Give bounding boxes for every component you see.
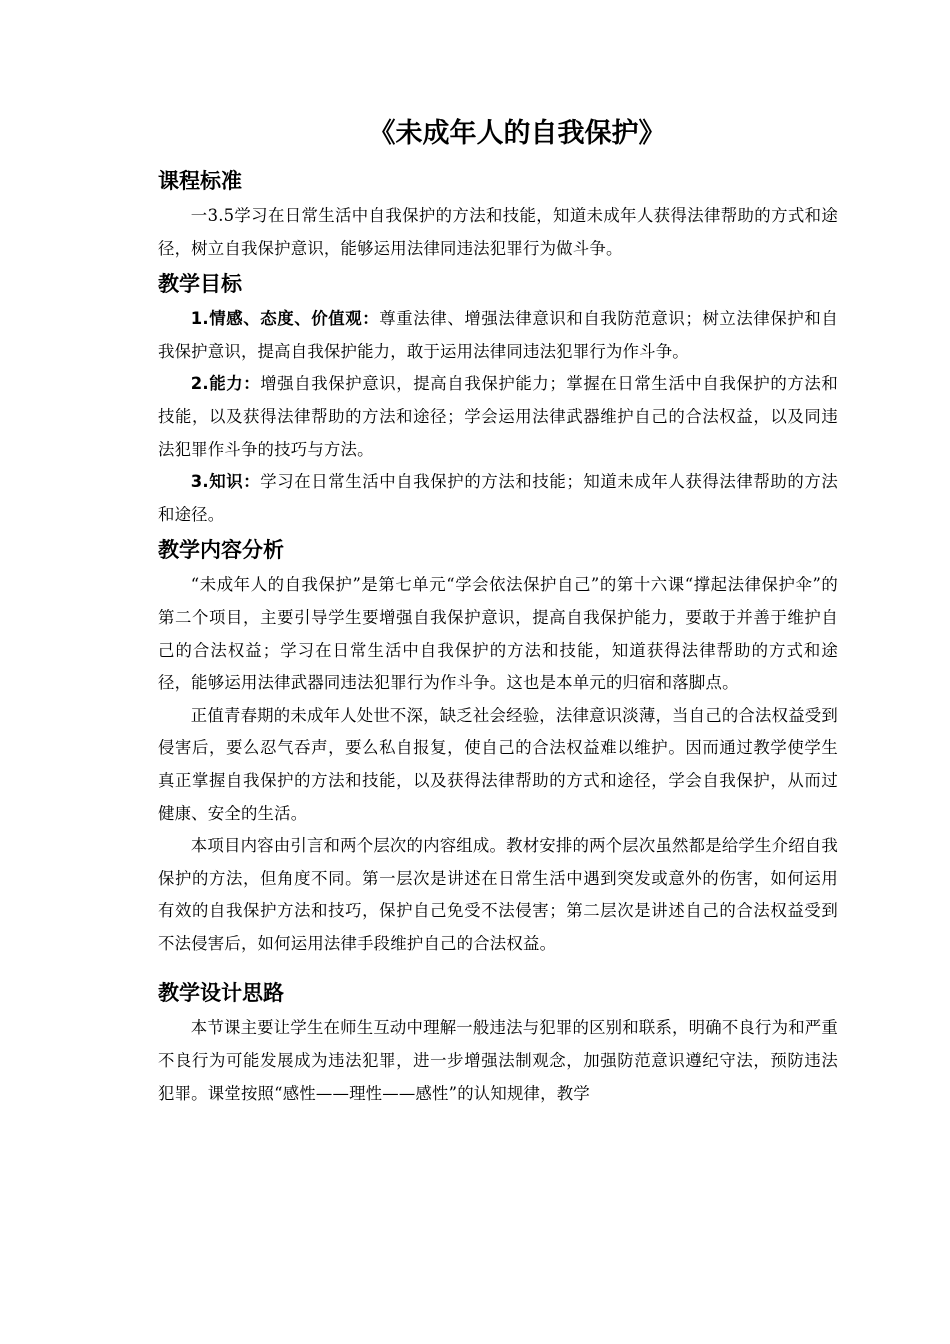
analysis-paragraph-3: 本项目内容由引言和两个层次的内容组成。教材安排的两个层次虽然都是给学生介绍自我保护的方法，但角度不同。第一层次是讲述在日常生活中遇到突发或意外的伤害，如何运用有效的自我保护方法和技巧，保护自己免受不法侵害；第二层次是讲述自己的合法权益受到不法侵害后，如何运用法律手段维护自己的合法权益。 (158, 836, 838, 953)
goal-item-2 (158, 368, 838, 466)
section-heading-design: 教学设计思路 (158, 981, 284, 1006)
goal-item-1 (158, 303, 838, 368)
goal-item-3-lead: 3.知识： (190, 472, 261, 492)
goal-item-2-text: 增强自我保护意识，提高自我保护能力；掌握在日常生活中自我保护的方法和技能，以及获得法律帮助的方法和途径；学会运用法律武器维护自己的合法权益，以及同违法犯罪作斗争的技巧与方法。 (158, 374, 838, 459)
section-heading-goals: 教学目标 (158, 272, 242, 297)
analysis-paragraph-2: 正值青春期的未成年人处世不深，缺乏社会经验，法律意识淡薄，当自己的合法权益受到侵害后，要么忍气吞声，要么私自报复，使自己的合法权益难以维护。因而通过教学使学生真正掌握自我保护的方法和技能，以及获得法律帮助的方式和途径，学会自我保护，从而过健康、安全的生活。 (158, 705, 838, 823)
goal-item-1-text: 尊重法律、增强法律意识和自我防范意识；树立法律保护和自我保护意识，提高自我保护能力，敢于运用法律同违法犯罪行为作斗争。 (158, 309, 839, 361)
goal-item-3 (158, 466, 838, 531)
document-page (158, 112, 838, 1110)
analysis-paragraph-1: “未成年人的自我保护”是第七单元“学会依法保护自己”的第十六课“撑起法律保护伞”的第二个项目，主要引导学生要增强自我保护意识，提高自我保护能力，要敢于并善于维护自己的合法权益；学习在日常生活中自我保护的方法和技能，知道获得法律帮助的方式和途径，能够运用法律武器同违法犯罪行为作斗争。这也是本单元的归宿和落脚点。 (158, 575, 838, 693)
section-spacer (158, 960, 838, 974)
paragraph-standard: 一3.5学习在日常生活中自我保护的方法和技能，知道未成年人获得法律帮助的方式和途径，树立自我保护意识，能够运用法律同违法犯罪行为做斗争。 (158, 206, 838, 258)
goal-item-3-text: 学习在日常生活中自我保护的方法和技能；知道未成年人获得法律帮助的方法和途径。 (158, 472, 838, 524)
document-title: 《未成年人的自我保护》 (368, 118, 666, 149)
design-paragraph-1: 本节课主要让学生在师生互动中理解一般违法与犯罪的区别和联系，明确不良行为和严重不良行为可能发展成为违法犯罪，进一步增强法制观念，加强防范意识遵纪守法，预防违法犯罪。课堂按照“感性——理性——感性”的认知规律，教学 (158, 1018, 838, 1103)
goal-item-1-lead: 1.情感、态度、价值观： (190, 309, 380, 329)
section-heading-analysis: 教学内容分析 (158, 538, 284, 563)
section-heading-standard: 课程标准 (158, 169, 242, 193)
goal-item-2-lead: 2.能力： (190, 374, 261, 394)
